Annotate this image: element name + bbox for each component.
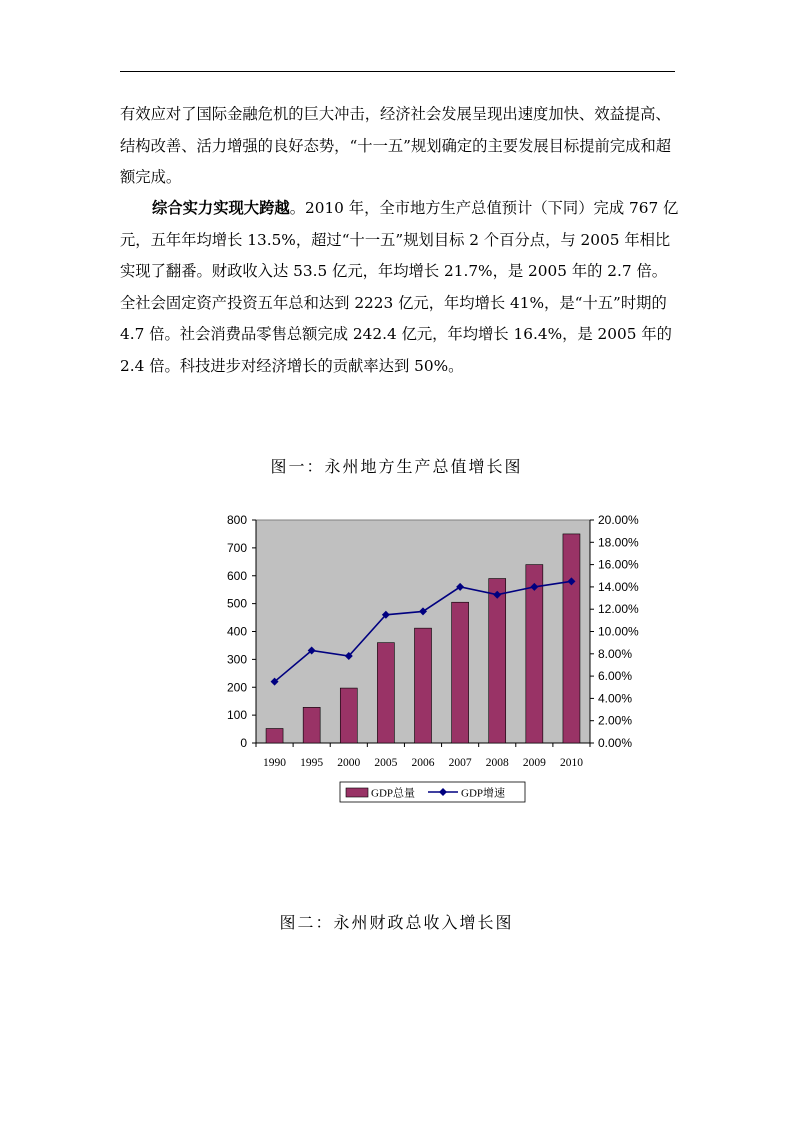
x-tick-label: 2008 <box>485 757 509 769</box>
header-rule <box>120 71 675 72</box>
gdp-bar <box>303 707 320 743</box>
y-left-tick-label: 400 <box>226 624 247 639</box>
figure-1-title: 图一：永州地方生产总值增长图 <box>270 457 523 476</box>
y-left-tick-label: 500 <box>226 596 247 611</box>
paragraph-1: 有效应对了国际金融危机的巨大冲击，经济社会发展呈现出速度加快、效益提高、结构改善、活力增强的良好态势，“十一五”规划确定的主要发展目标提前完成和超额完成。 <box>120 105 672 186</box>
paragraph-2 <box>120 193 680 382</box>
y-right-tick-label: 10.00% <box>598 624 639 639</box>
y-right-tick-label: 8.00% <box>598 646 633 661</box>
x-tick-label: 2005 <box>374 757 398 769</box>
x-tick-label: 2009 <box>522 757 546 769</box>
legend-bar-swatch <box>346 788 368 797</box>
y-right-tick-label: 20.00% <box>598 513 639 527</box>
x-tick-label: 2010 <box>559 757 583 769</box>
gdp-bar <box>266 729 283 743</box>
gdp-bar <box>452 602 469 743</box>
gdp-bar <box>415 628 432 743</box>
y-left-tick-label: 300 <box>226 652 247 667</box>
legend-line-label: GDP增速 <box>461 787 506 800</box>
y-left-tick-label: 0 <box>240 736 247 750</box>
y-right-tick-label: 12.00% <box>598 602 639 617</box>
y-left-tick-label: 700 <box>226 540 247 555</box>
y-right-tick-label: 18.00% <box>598 535 639 550</box>
y-right-tick-label: 2.00% <box>598 713 633 728</box>
x-tick-label: 2006 <box>411 757 435 769</box>
gdp-bar <box>340 688 357 743</box>
gdp-bar <box>526 565 543 743</box>
gdp-bar <box>489 579 506 743</box>
y-right-tick-label: 0.00% <box>598 736 633 750</box>
y-right-tick-label: 14.00% <box>598 579 639 594</box>
legend-bar-label: GDP总量 <box>371 787 416 800</box>
gdp-bar <box>377 643 394 743</box>
paragraph-2-body: 。2010 年，全市地方生产总值预计（下同）完成 767 亿元，五年年均增长 13.5%，超过“十一五”规划目标 2 个百分点，与 2005 年相比实现了翻番。财政收入达 53.5 亿元，年均增长 21.7%，是 2005 年的 2.7 倍。全社会固定资产投资五年总和达到 2223 亿元，年均增长 41%，是“十五”时期的 4.7 倍。社会消费品零售总额完成 242.4 亿元，年均增长 16.4%，是 2005 年的 2.4 倍。科技进步对经济增长的贡献率达到 50%。 <box>120 199 679 375</box>
gdp-bar <box>563 534 580 743</box>
y-left-tick-label: 600 <box>226 568 247 583</box>
y-right-tick-label: 4.00% <box>598 691 633 706</box>
gdp-chart <box>210 505 670 810</box>
y-left-tick-label: 100 <box>226 708 247 723</box>
x-tick-label: 1995 <box>300 757 324 769</box>
y-right-tick-label: 6.00% <box>598 669 633 684</box>
y-right-tick-label: 16.00% <box>598 557 639 572</box>
x-tick-label: 2000 <box>337 757 361 769</box>
figure-2-title: 图二：永州财政总收入增长图 <box>279 913 514 932</box>
paragraph-2-lead: 综合实力实现大跨越 <box>152 199 290 217</box>
y-left-tick-label: 800 <box>226 513 247 527</box>
x-tick-label: 1990 <box>263 757 287 769</box>
x-tick-label: 2007 <box>448 757 472 769</box>
y-left-tick-label: 200 <box>226 680 247 695</box>
